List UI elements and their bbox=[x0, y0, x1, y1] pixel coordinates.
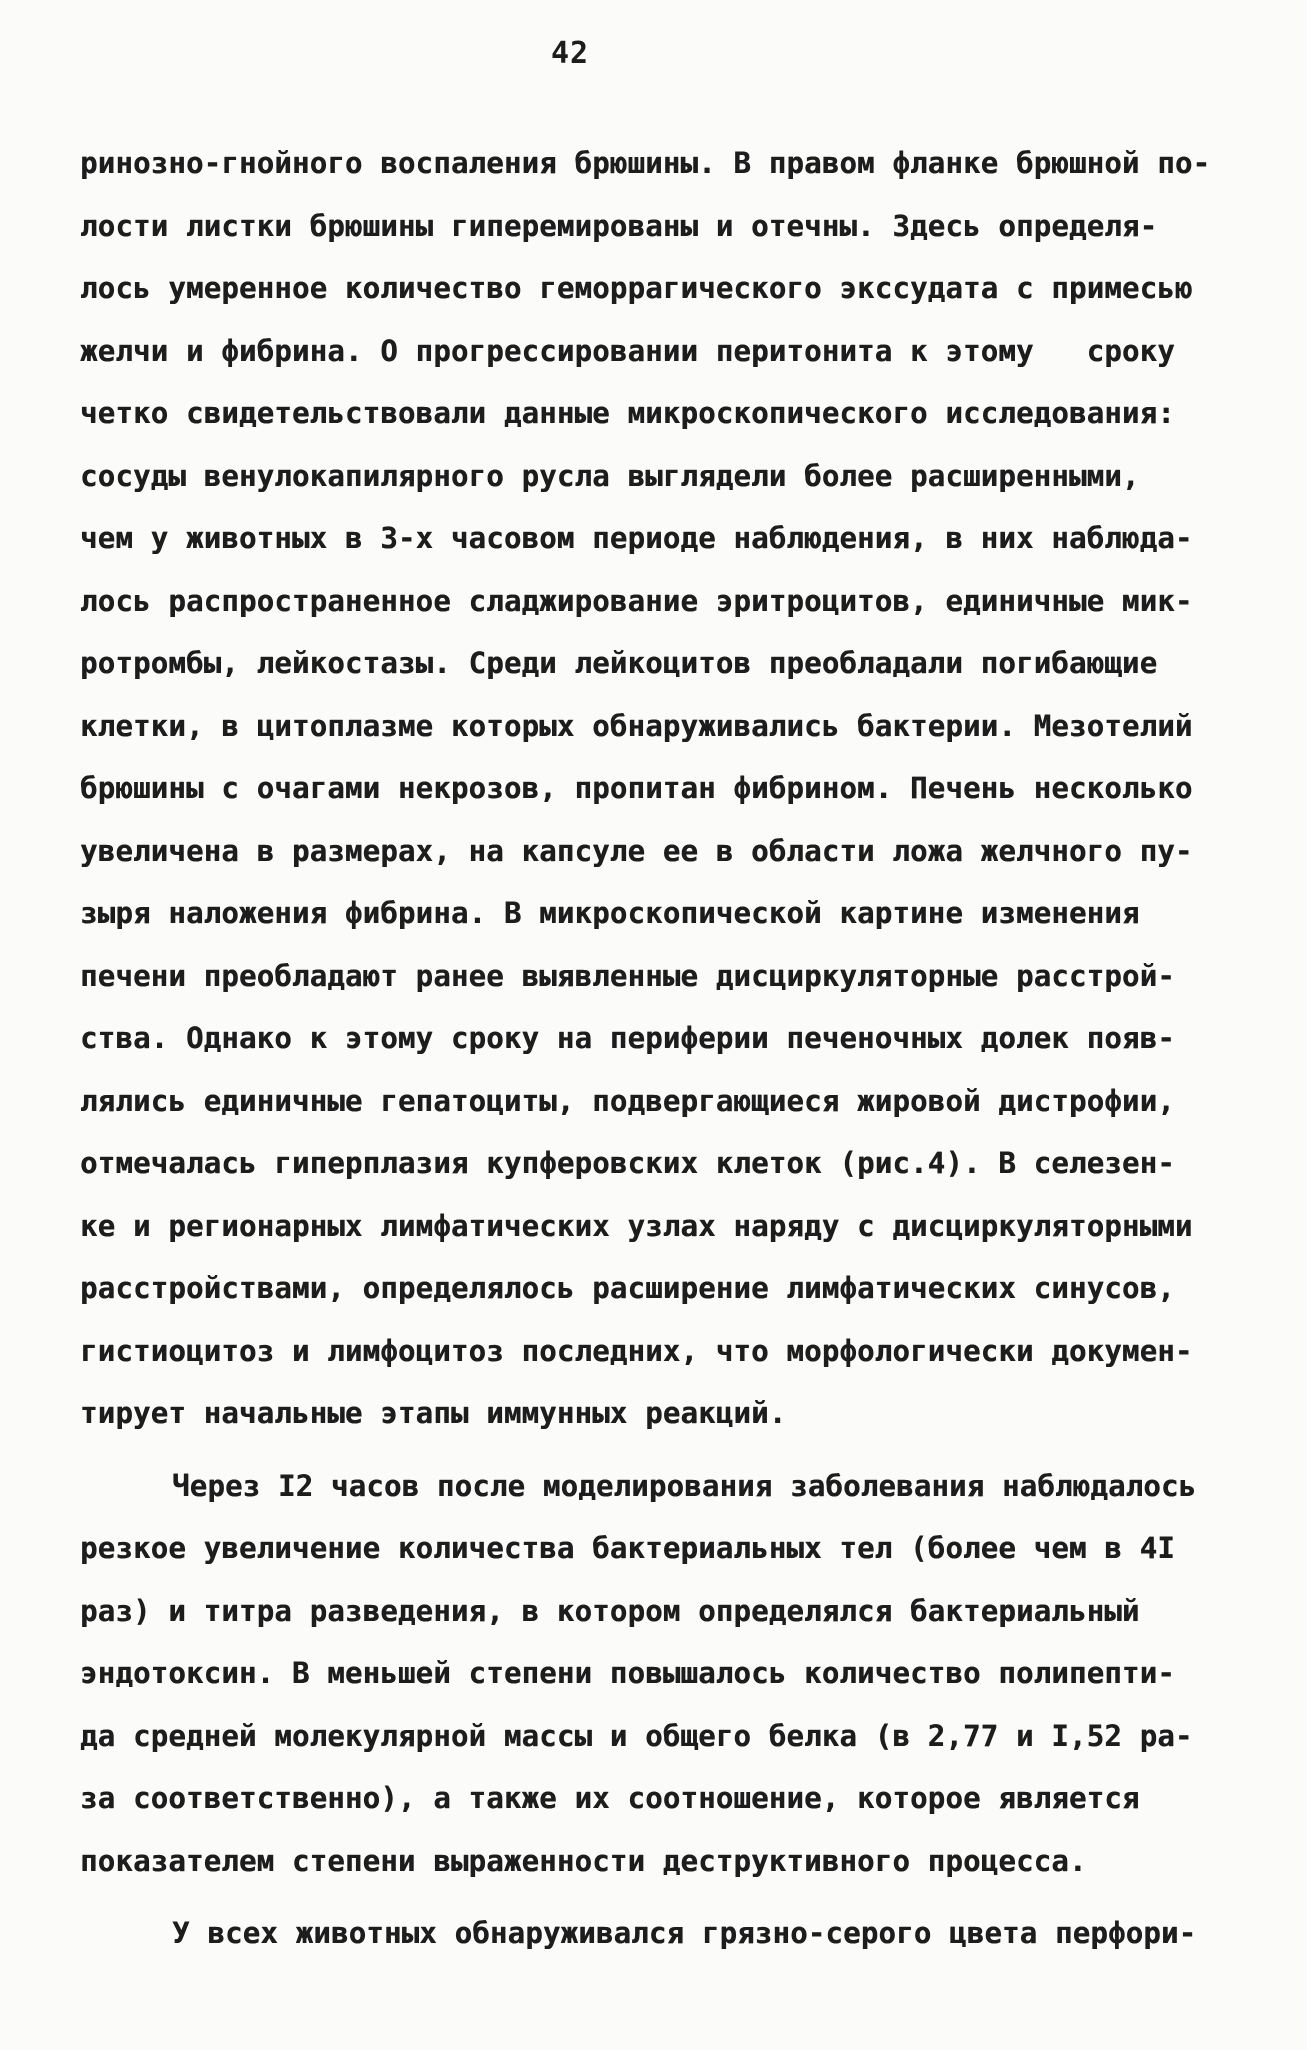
text-line: за соответственно), а также их соотношение, которое является bbox=[80, 1781, 1140, 1815]
text-line: ротромбы, лейкостазы. Среди лейкоцитов преобладали погибающие bbox=[80, 646, 1158, 680]
text-line: лялись единичные гепатоциты, подвергающиеся жировой дистрофии, bbox=[80, 1083, 1175, 1118]
paragraph bbox=[80, 1902, 1260, 1965]
text-line: лось умеренное количество геморрагического экссудата с примесью bbox=[80, 271, 1193, 305]
text-line: да средней молекулярной массы и общего белка (в 2,77 и I,52 ра- bbox=[80, 1718, 1193, 1753]
text-line: лось распространенное сладжирование эритроцитов, единичные мик- bbox=[80, 583, 1193, 618]
text-line: желчи и фибрина. О прогрессировании перитонита к этому сроку bbox=[80, 333, 1175, 368]
text-line: сосуды венулокапилярного русла выглядели более расширенными, bbox=[80, 458, 1140, 493]
text-line: брюшины с очагами некрозов, пропитан фибрином. Печень несколько bbox=[80, 771, 1193, 805]
text-line: отмечалась гиперплазия купферовских клеток (рис.4). В селезен- bbox=[80, 1146, 1175, 1180]
text-line: печени преобладают ранее выявленные дисциркуляторные расстрой- bbox=[80, 958, 1175, 993]
page-number: 42 bbox=[550, 36, 590, 71]
text-line: ке и регионарных лимфатических узлах наряду с дисциркуляторными bbox=[80, 1208, 1193, 1243]
text-line: лости листки брюшины гиперемированы и отечны. Здесь определя- bbox=[80, 208, 1158, 243]
text-line: резкое увеличение количества бактериальных тел (более чем в 4I bbox=[80, 1531, 1175, 1565]
paragraph bbox=[80, 132, 1260, 1445]
text-line: расстройствами, определялось расширение лимфатических синусов, bbox=[80, 1271, 1175, 1305]
body-text bbox=[80, 132, 1260, 1965]
text-line: четко свидетельствовали данные микроскопического исследования: bbox=[80, 396, 1175, 430]
paragraph bbox=[80, 1455, 1260, 1893]
text-line: гистиоцитоз и лимфоцитоз последних, что морфологически докумен- bbox=[80, 1333, 1193, 1368]
text-line: раз) и титра разведения, в котором определялся бактериальный bbox=[80, 1593, 1140, 1628]
text-line: клетки, в цитоплазме которых обнаруживались бактерии. Мезотелий bbox=[80, 708, 1193, 743]
text-line: У всех животных обнаруживался грязно-серого цвета перфори- bbox=[172, 1916, 1197, 1950]
text-line: Через I2 часов после моделирования заболевания наблюдалось bbox=[172, 1468, 1197, 1503]
text-line: зыря наложения фибрина. В микроскопической картине изменения bbox=[80, 896, 1140, 930]
text-line: эндотоксин. В меньшей степени повышалось количество полипепти- bbox=[80, 1656, 1175, 1690]
text-line: увеличена в размерах, на капсуле ее в области ложа желчного пу- bbox=[80, 833, 1193, 868]
text-line: ства. Однако к этому сроку на периферии печеночных долек появ- bbox=[80, 1021, 1175, 1055]
text-line: ринозно-гнойного воспаления брюшины. В правом фланке брюшной по- bbox=[80, 146, 1211, 180]
text-line: тирует начальные этапы иммунных реакций. bbox=[80, 1396, 787, 1430]
text-line: показателем степени выраженности деструктивного процесса. bbox=[80, 1843, 1087, 1878]
text-line: чем у животных в 3-х часовом периоде наблюдения, в них наблюда- bbox=[80, 521, 1193, 555]
